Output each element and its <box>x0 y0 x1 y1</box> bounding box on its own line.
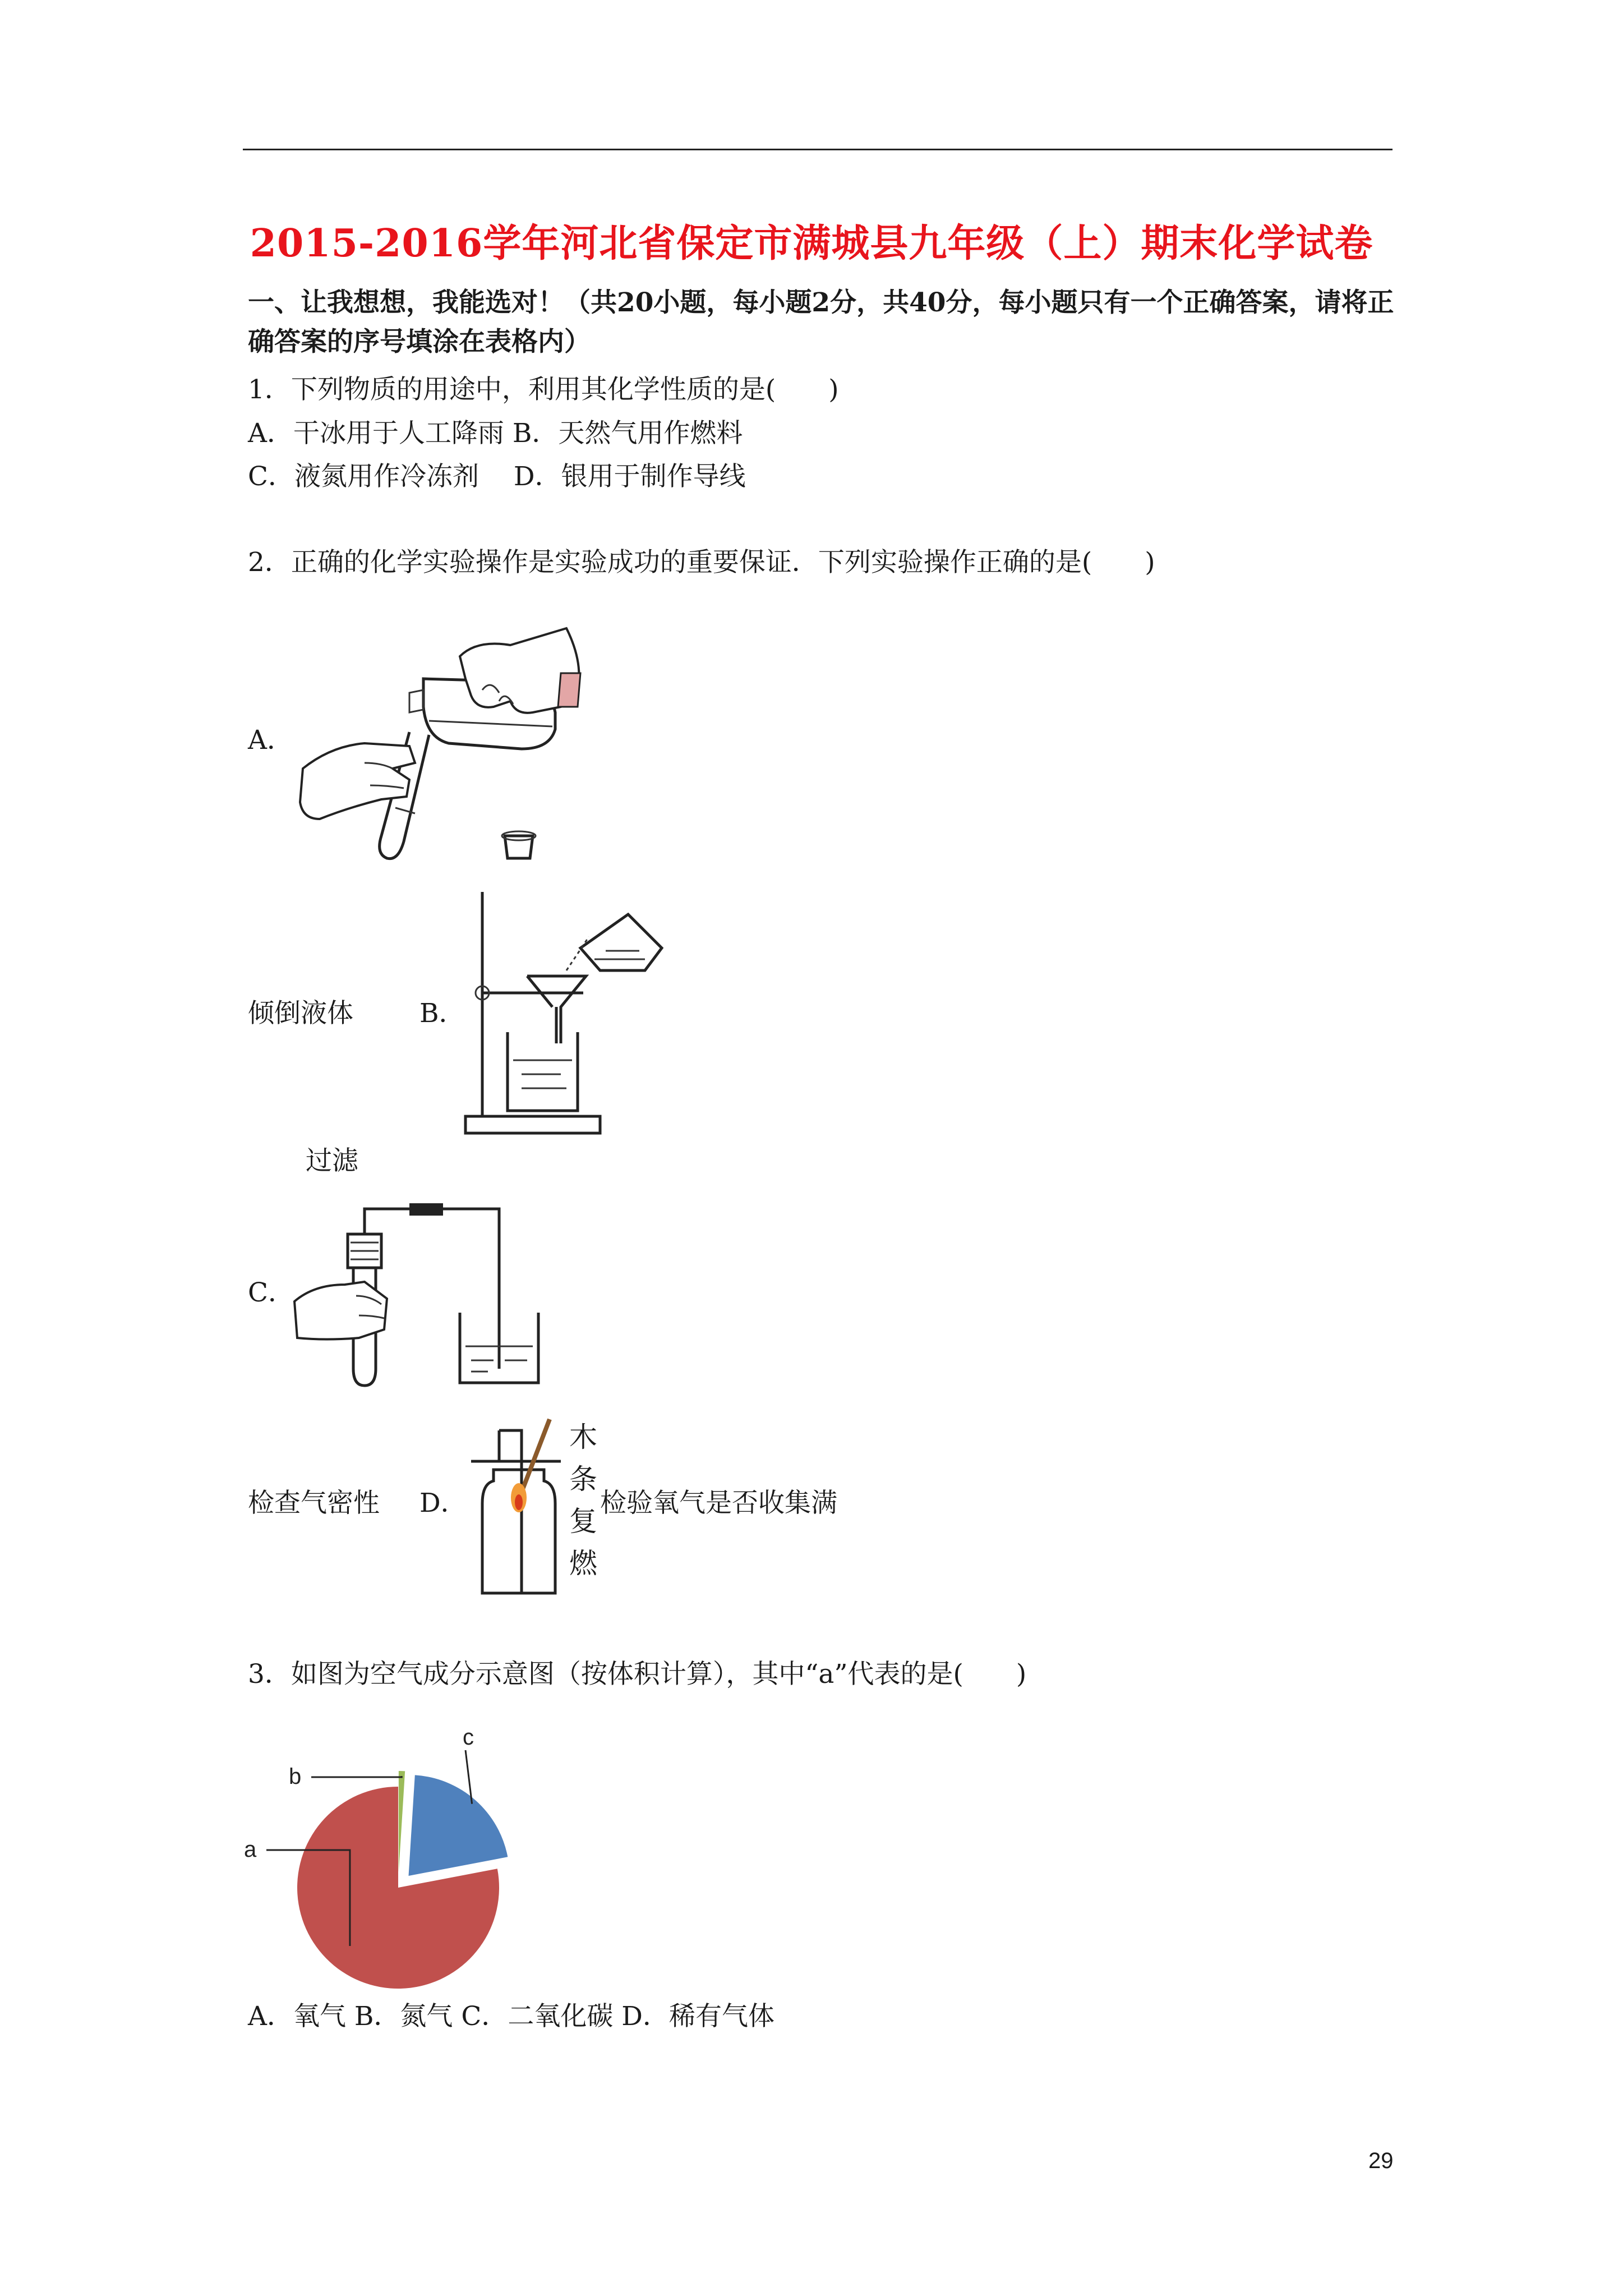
exam-title: 2015-2016学年河北省保定市满城县九年级（上）期末化学试卷 <box>250 221 1373 266</box>
q2-option-a-label: A． <box>248 725 293 756</box>
q2-stem: 2．正确的化学实验操作是实验成功的重要保证．下列实验操作正确的是( ) <box>248 547 1155 578</box>
q2-option-c-caption: 检查气密性 <box>248 1488 380 1519</box>
pouring-liquid-figure <box>297 595 611 875</box>
q2-option-d-caption: 检验氧气是否收集满 <box>600 1488 837 1519</box>
q1-stem: 1．下列物质的用途中，利用其化学性质的是( ) <box>248 374 839 405</box>
q2-option-a-caption: 倾倒液体 <box>248 998 353 1029</box>
figure-d-char-3: 复 <box>569 1505 597 1538</box>
pie-label-a: a <box>244 1837 257 1862</box>
q2-option-b-caption: 过滤 <box>306 1145 358 1176</box>
q3-options: A．氧气 B．氮气 C．二氧化碳 D．稀有气体 <box>248 2001 774 2032</box>
q2-option-d-label: D． <box>419 1488 467 1519</box>
figure-d-char-4: 燃 <box>569 1547 597 1580</box>
airtightness-check-figure <box>292 1200 583 1391</box>
q3-stem: 3．如图为空气成分示意图（按体积计算），其中“a”代表的是( ) <box>248 1659 1027 1690</box>
q1-options-row2: C．液氮用作冷冻剂 D．银用于制作导线 <box>248 461 746 492</box>
pie-slice-c <box>409 1775 508 1876</box>
section-heading: 一、让我想想，我能选对！（共20小题，每小题2分，共40分，每小题只有一个正确答案，请将正确答案的序号填涂在表格内） <box>248 287 1394 357</box>
q2-option-b-label: B． <box>419 998 465 1029</box>
header-rule <box>243 149 1393 150</box>
filtration-figure <box>460 881 673 1139</box>
pie-label-b: b <box>289 1764 302 1789</box>
q2-option-c-label: C． <box>248 1277 294 1308</box>
page-number: 29 <box>1368 2148 1394 2173</box>
figure-d-char-2: 条 <box>569 1463 597 1496</box>
pie-leader-b <box>311 1776 402 1777</box>
q1-options-row1: A．干冰用于人工降雨 B．天然气用作燃料 <box>248 418 743 449</box>
air-composition-pie-chart <box>241 1700 555 1997</box>
figure-d-char-1: 木 <box>569 1421 597 1453</box>
figure-d-label-column <box>569 1416 603 1585</box>
pie-slice-b <box>399 1771 405 1872</box>
pie-label-c: c <box>463 1725 474 1750</box>
